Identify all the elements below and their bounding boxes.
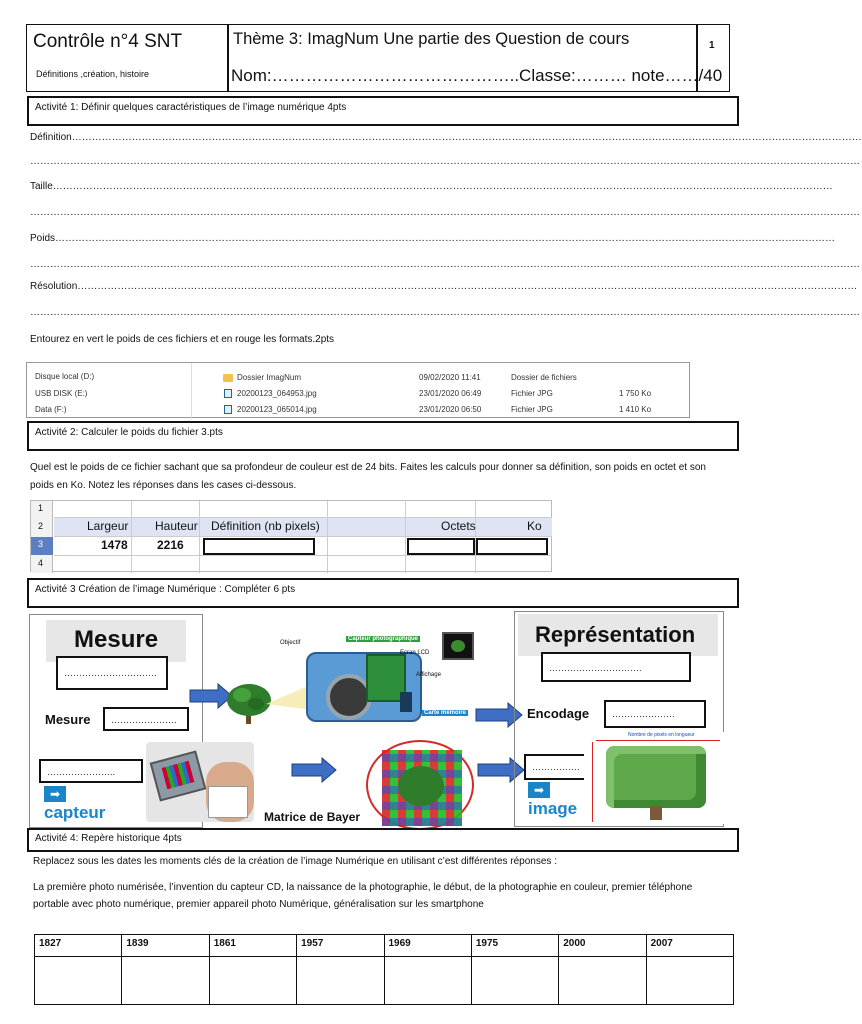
page-title: Contrôle n°4 SNT [33,31,183,52]
answer-dots[interactable]: ……………………………………………………………………………………………………………………………………………………………………………………………………………… [52,181,833,192]
drive-item[interactable]: Data (F:) [35,405,67,414]
col-header-definition: Définition (nb pixels) [211,519,320,533]
col-header-octets: Octets [441,519,476,533]
field-label: Poids [30,233,56,244]
field-resolution-line2[interactable]: …………………………………………………………………………………………………………………………………………………………………………………………………………………………… [30,307,860,318]
field-label: Taille [30,181,53,192]
filter-diagram [208,786,248,818]
field-poids-line2[interactable]: …………………………………………………………………………………………………………………………………………………………………………………………………………………………… [30,259,860,270]
file-size: 1 750 Ko [619,389,652,398]
file-date: 23/01/2020 06:50 [419,405,482,414]
pixelated-tree-image [584,732,724,824]
answer-cell[interactable] [122,957,209,1005]
field-definition-line2[interactable]: …………………………………………………………………………………………………………………………………………………………………………………………………………………………… [30,156,860,167]
pixel-caption: Nombre de pixels en longueur [628,732,695,738]
page-subtitle: Définitions ,création, histoire [36,69,150,79]
capteur-answer-box[interactable]: ………………….. [39,759,143,783]
answer-dots[interactable]: ………………………………………………………………………………………………………………………………………………………………………………………………………………… [71,132,862,143]
bayer-tree [398,766,444,806]
activite3-title: Activité 3 Création de l’image Numérique : Compléter 6 pts [27,578,739,608]
field-label: Définition [30,132,72,143]
folder-icon [223,374,233,382]
matrice-label: Matrice de Bayer [264,810,361,824]
file-size: 1 410 Ko [619,405,652,414]
date-cell: 1975 [471,935,558,957]
file-name[interactable]: 20200123_065014.jpg [237,405,317,414]
timeline-table [34,934,734,1005]
row-line [54,536,552,537]
field-resolution [30,281,858,292]
mesure-small-answer-box[interactable]: …………………. [103,707,189,731]
pixel-dim-line [596,740,720,741]
jpg-file-icon [224,405,232,414]
col-line [199,501,200,573]
drive-item[interactable]: Disque local (D:) [35,372,95,381]
pixel-dim-line-vertical [592,742,593,822]
representation-answer-box[interactable]: …………………………. [541,652,691,682]
cell-hauteur-value[interactable]: 2216 [157,538,184,552]
file-explorer-screenshot [26,362,690,418]
date-cell: 1827 [35,935,122,957]
label-ecran: Ecran LCD [400,650,430,656]
mesure-heading: Mesure [74,626,159,653]
row-line [54,517,552,518]
mesure-label: Mesure [45,712,91,727]
date-cell: 1957 [297,935,384,957]
image-answer-box[interactable]: ……………. [524,754,594,780]
file-name[interactable]: 20200123_064953.jpg [237,389,317,398]
answer-cell[interactable] [646,957,733,1005]
answer-cell[interactable] [209,957,296,1005]
memory-card [400,692,412,712]
pixel-tree-crown [606,746,706,808]
answer-dots[interactable]: ……………………………………………………………………………………………………………………………………………………………………………………………………………… [77,281,858,292]
encodage-label: Encodage [527,706,590,721]
image-label: image [528,799,578,818]
col-line [327,501,328,573]
row-line [54,555,552,556]
activite4-instruction: Replacez sous les dates les moments clés de la création de l’image Numérique en utilisant c’est différentes réponses : [33,856,557,867]
field-poids [30,233,836,244]
drive-item[interactable]: USB DISK (E:) [35,389,88,398]
jpg-file-icon [224,389,232,398]
answer-cell[interactable] [35,957,122,1005]
timeline-answers-row [35,957,734,1005]
field-label: Résolution [30,281,78,292]
activite1-instruction: Entourez en vert le poids de ces fichiers et en rouge les formats.2pts [30,334,335,345]
answer-cell[interactable] [384,957,471,1005]
capteur-arrow-icon: ➡ [44,786,66,802]
cell-ko-answer[interactable] [476,538,548,555]
file-type: Dossier de fichiers [511,373,577,382]
encodage-answer-box[interactable]: ………………… [604,700,706,728]
label-objectif: Objectif [280,640,301,646]
activite2-title: Activité 2: Calculer le poids du fichier 3.pts [27,421,739,451]
answer-dots[interactable]: ……………………………………………………………………………………………………………………………………………………………………………………………………………… [55,233,836,244]
row-number: 1 [38,503,44,513]
date-cell: 1861 [209,935,296,957]
timeline-dates-row [35,935,734,957]
activite4-title: Activité 4: Repère historique 4pts [27,828,739,852]
label-affichage: Affichage [416,672,441,678]
file-name[interactable]: Dossier ImagNum [237,373,302,382]
col-header-largeur: Largeur [87,519,129,533]
col-line [475,501,476,573]
date-cell: 2007 [646,935,733,957]
label-capteur-photo: Capteur photographique [348,636,418,642]
sensor-photo [146,742,254,822]
page-number: 1 [709,40,715,51]
field-taille [30,181,833,192]
file-type: Fichier JPG [511,405,553,414]
pixel-tree-trunk [650,806,662,820]
col-line [131,501,132,573]
file-date: 09/02/2020 11:41 [419,373,481,382]
capteur-label: capteur [44,803,106,822]
col-header-hauteur: Hauteur [155,519,198,533]
activite1-title: Activité 1: Définir quelques caractéristiques de l’image numérique 4pts [27,96,739,126]
header-divider-1 [227,24,229,92]
theme-title: Thème 3: ImagNum Une partie des Question de cours [233,30,630,48]
cell-largeur-value[interactable]: 1478 [101,538,128,552]
bayer-circle [366,740,474,830]
field-taille-line2[interactable]: …………………………………………………………………………………………………………………………………………………………………………………………………………………………… [30,207,860,218]
row-number: 3 [38,539,44,549]
answer-cell[interactable] [559,957,646,1005]
date-cell: 1969 [384,935,471,957]
col-header-ko: Ko [527,519,542,533]
image-arrow-icon: ➡ [528,782,550,798]
row-number: 2 [38,521,44,531]
explorer-divider [191,363,192,419]
label-carte: Carte mémoire [424,710,467,716]
name-class-grade-line: Nom:……………………………………..Classe:……… note……/40 [231,66,723,85]
camera-illustration [266,630,476,740]
lcd-tree [451,640,465,652]
field-definition [30,132,862,143]
cell-octets-answer[interactable] [407,538,475,555]
file-date: 23/01/2020 06:49 [419,389,482,398]
representation-heading: Représentation [535,622,696,647]
spreadsheet [30,500,552,572]
answer-cell[interactable] [471,957,558,1005]
mesure-answer-box[interactable]: …………………………. [56,656,168,690]
file-type: Fichier JPG [511,389,553,398]
cell-definition-answer[interactable] [203,538,315,555]
date-cell: 2000 [559,935,646,957]
date-cell: 1839 [122,935,209,957]
answer-cell[interactable] [297,957,384,1005]
col-line [405,501,406,573]
row-number: 4 [38,558,44,568]
arrow-right-icon [292,758,338,782]
activite2-question: Quel est le poids de ce fichier sachant que sa profondeur de couleur est de 24 bits. Faites les calculs pour donner sa définition, son poids en octet et son poids en Ko. Notez les réponses dans les cases ci-dessous. [30,462,706,491]
activite4-choices: La première photo numérisée, l’invention du capteur CD, la naissance de la photographie, le début, de la photographie en couleur, premier téléphone portable avec photo numérique, premier appareil photo Numérique, généralisation sur les smartphone [33,882,693,910]
